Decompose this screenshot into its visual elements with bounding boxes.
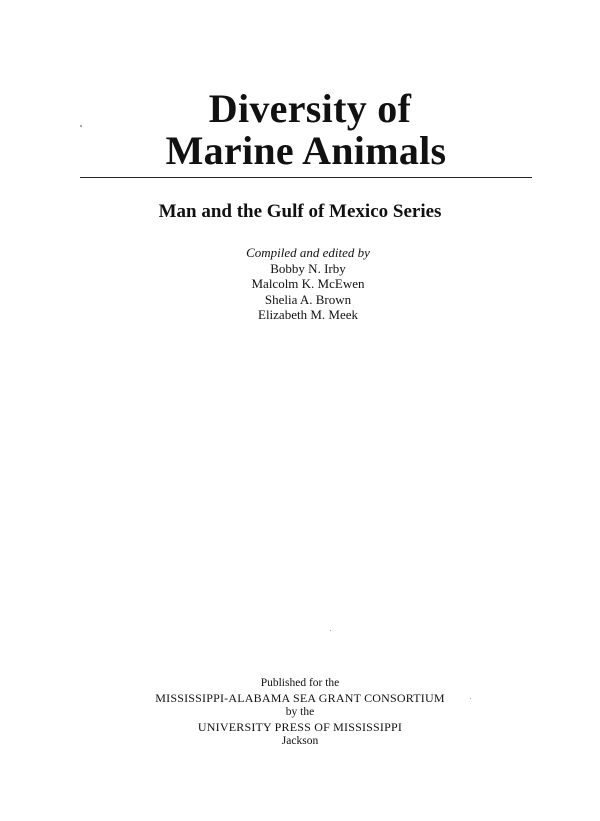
published-for: Published for the xyxy=(260,677,340,689)
by-the: by the xyxy=(285,706,315,718)
scan-speck xyxy=(330,630,331,631)
publisher-city: Jackson xyxy=(281,735,319,747)
title-divider xyxy=(80,177,532,178)
consortium-name: MISSISSIPPI-ALABAMA SEA GRANT CONSORTIUM xyxy=(155,690,445,705)
editor-name: Shelia A. Brown xyxy=(264,291,352,307)
book-title-line-2: Marine Animals xyxy=(165,128,447,173)
book-title-line-1: Diversity of xyxy=(208,86,412,131)
editor-name: Elizabeth M. Meek xyxy=(258,307,358,322)
scan-speck xyxy=(80,125,82,127)
editor-credits xyxy=(0,245,600,323)
series-title: Man and the Gulf of Mexico Series xyxy=(158,201,442,222)
editor-name: Bobby N. Irby xyxy=(270,260,346,276)
editor-name: Malcolm K. McEwen xyxy=(251,276,365,291)
scan-speck xyxy=(470,698,471,699)
publisher-block xyxy=(0,676,600,749)
credits-lead: Compiled and edited by xyxy=(246,245,370,260)
press-name: UNIVERSITY PRESS OF MISSISSIPPI xyxy=(197,719,403,734)
